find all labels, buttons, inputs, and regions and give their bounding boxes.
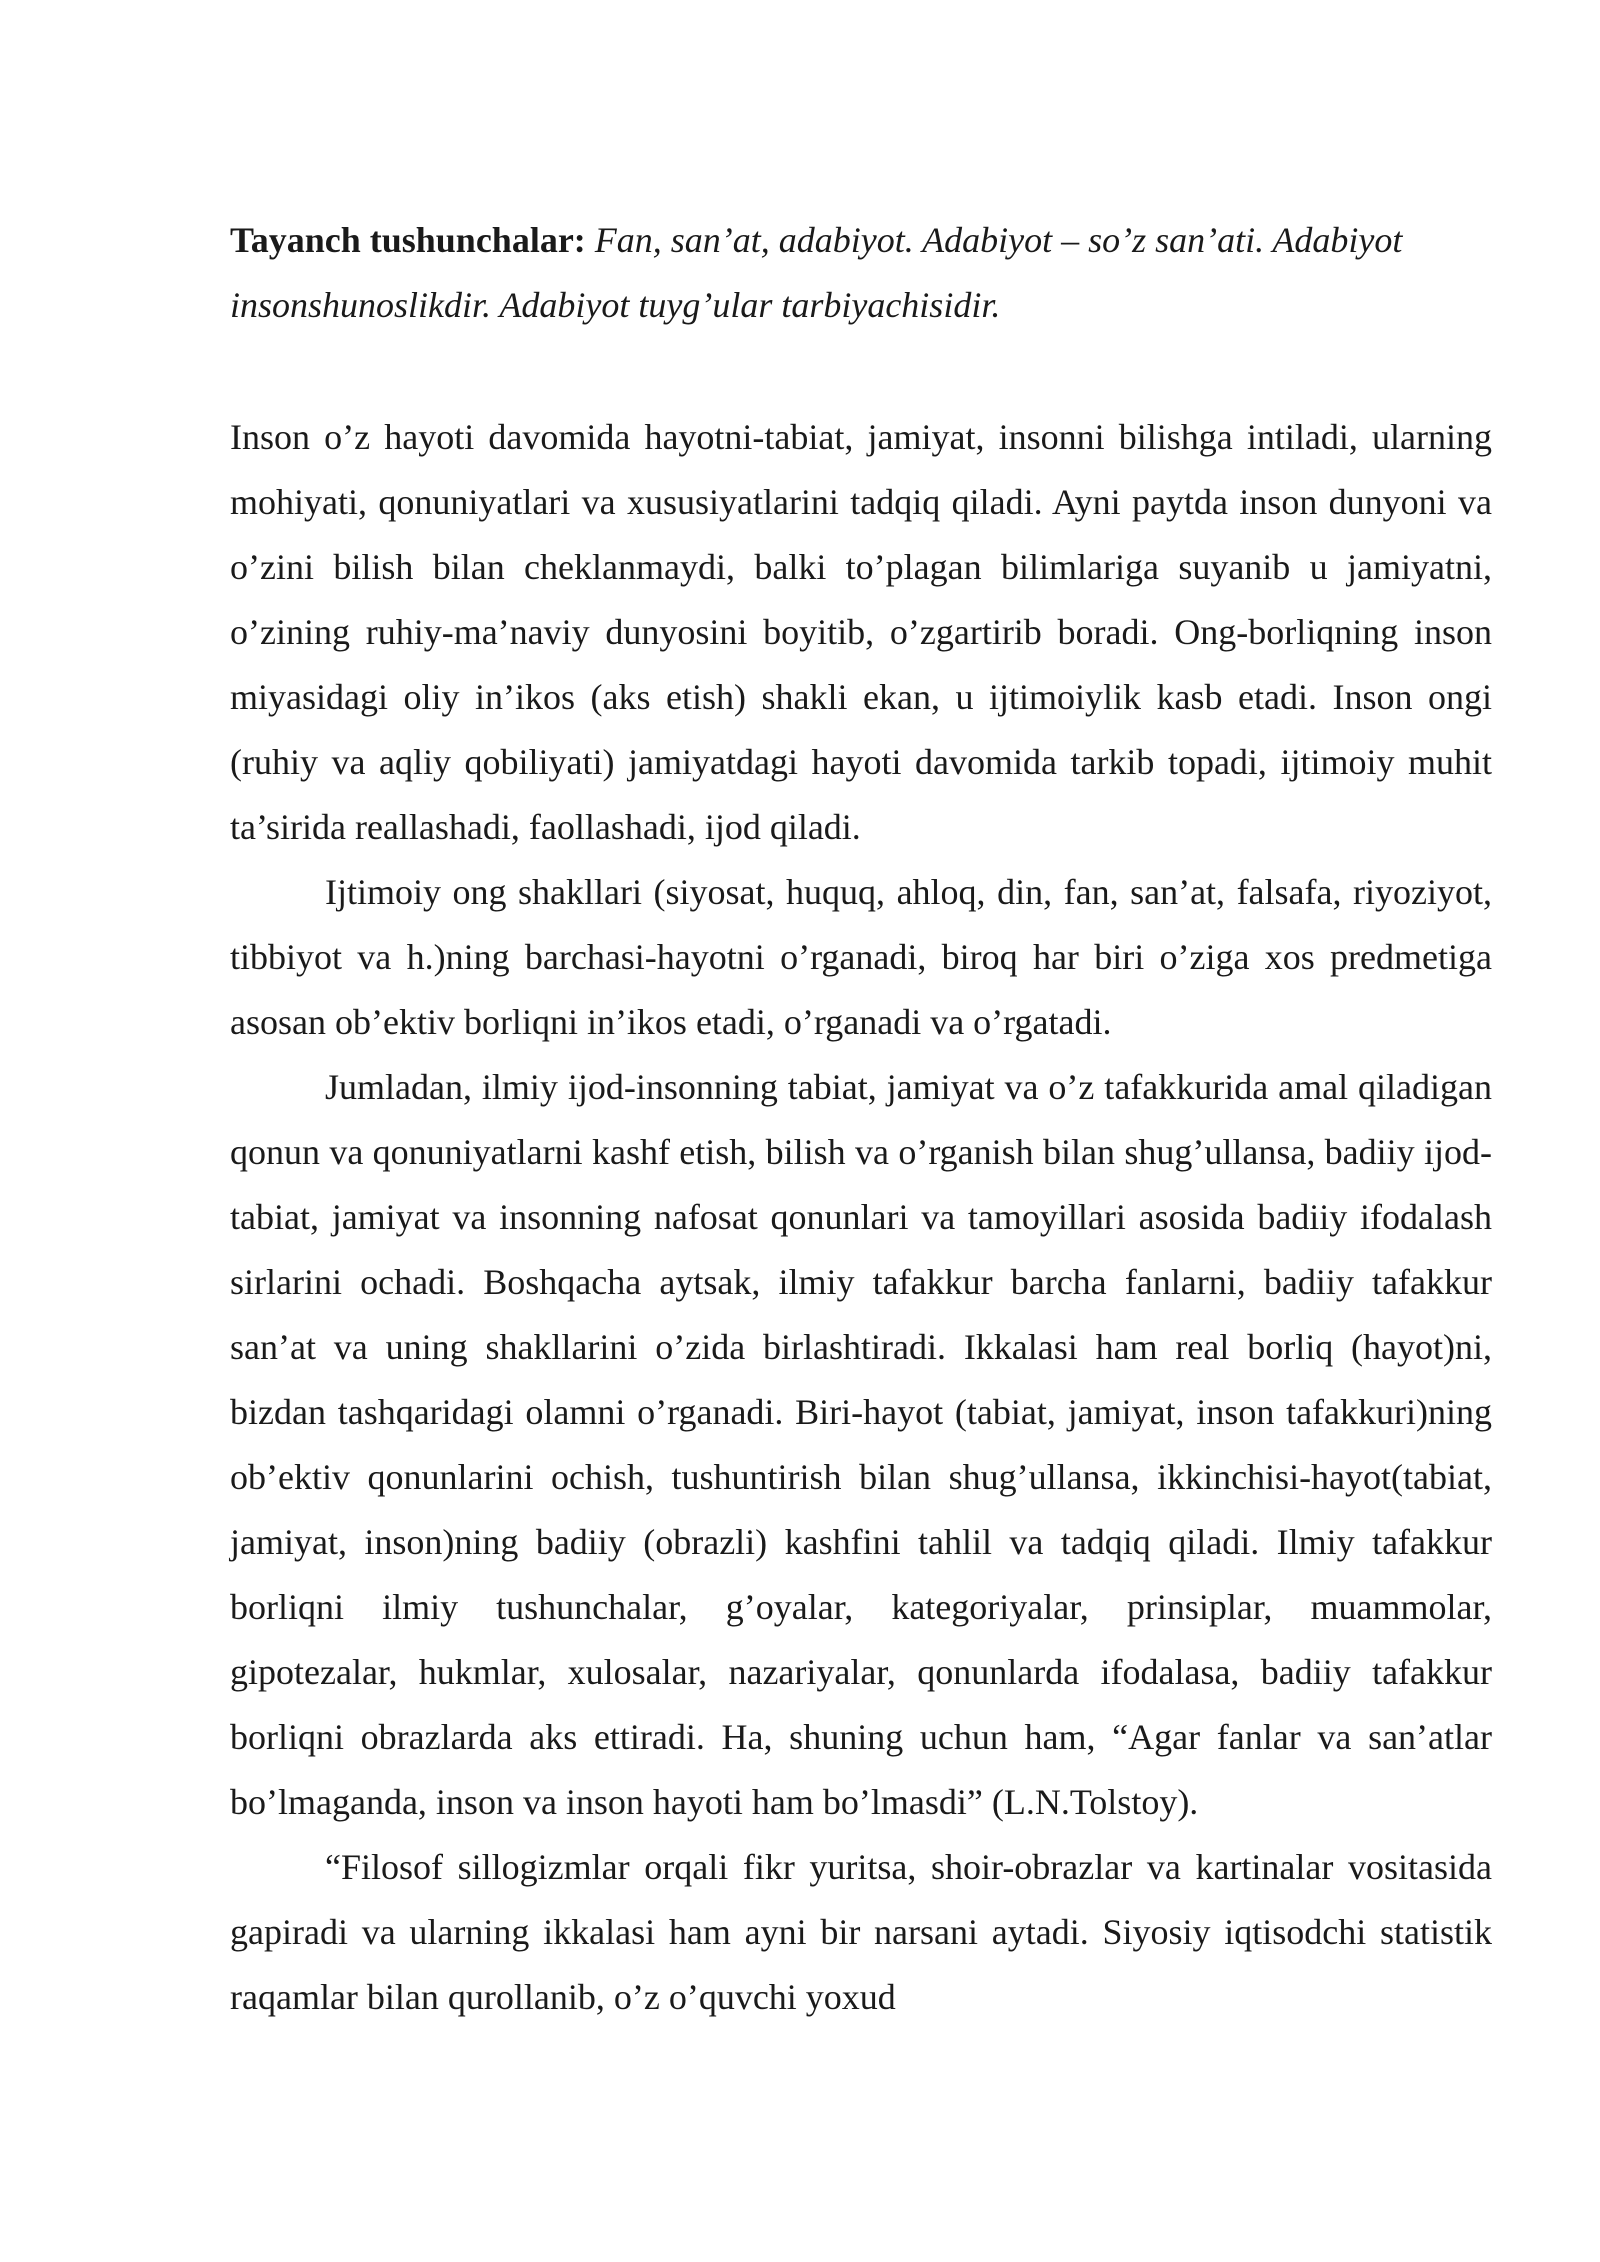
key-concepts (230, 208, 1492, 338)
paragraph-4: “Filosof sillogizmlar orqali fikr yuritsa, shoir-obrazlar va kartinalar vositasida gapiradi va ularning ikkalasi ham ayni bir narsani aytadi. Siyosiy iqtisodchi statistik raqamlar bilan qurollanib, o’z o’quvchi yoxud (230, 1847, 1492, 2017)
paragraph-2: Ijtimoiy ong shakllari (siyosat, huquq, ahloq, din, fan, san’at, falsafa, riyoziyot, tibbiyot va h.)ning barchasi-hayotni o’rganadi, biroq har biri o’ziga xos predmetiga asosan ob’ektiv borliqni in’ikos etadi, o’rganadi va o’rgatadi. (230, 872, 1492, 1042)
paragraph-1: Inson o’z hayoti davomida hayotni-tabiat, jamiyat, insonni bilishga intiladi, ularning mohiyati, qonuniyatlari va xususiyatlarini tadqiq qiladi. Ayni paytda inson dunyoni va o’zini bilish bilan cheklanmaydi, balki to’plagan bilimlariga suyanib u jamiyatni, o’zining ruhiy-ma’naviy dunyosini boyitib, o’zgartirib boradi. Ong-borliqning inson miyasidagi oliy in’ikos (aks etish) shakli ekan, u ijtimoiylik kasb etadi. Inson ongi (ruhiy va aqliy qobiliyati) jamiyatdagi hayoti davomida tarkib topadi, ijtimoiy muhit ta’sirida reallashadi, faollashadi, ijod qiladi. (230, 417, 1492, 847)
key-concepts-terms: Fan, san’at, adabiyot. Adabiyot – so’z san’ati. Adabiyot insonshunoslikdir. Adabiyot tuyg’ular tarbiyachisidir. (230, 220, 1403, 325)
body-text (230, 405, 1492, 2030)
key-concepts-label: Tayanch tushunchalar: (230, 220, 586, 260)
paragraph-3: Jumladan, ilmiy ijod-insonning tabiat, jamiyat va o’z tafakkurida amal qiladigan qonun va qonuniyatlarni kashf etish, bilish va o’rganish bilan shug’ullansa, badiiy ijod-tabiat, jamiyat va insonning nafosat qonunlari va tamoyillari asosida badiiy ifodalash sirlarini ochadi. Boshqacha aytsak, ilmiy tafakkur barcha fanlarni, badiiy tafakkur san’at va uning shakllarini o’zida birlashtiradi. Ikkalasi ham real borliq (hayot)ni, bizdan tashqaridagi olamni o’rganadi. Biri-hayot (tabiat, jamiyat, inson tafakkuri)ning ob’ektiv qonunlarini ochish, tushuntirish bilan shug’ullansa, ikkinchisi-hayot(tabiat, jamiyat, inson)ning badiiy (obrazli) kashfini tahlil va tadqiq qiladi. Ilmiy tafakkur borliqni ilmiy tushunchalar, g’oyalar, kategoriyalar, prinsiplar, muammolar, gipotezalar, hukmlar, xulosalar, nazariyalar, qonunlarda ifodalasa, badiiy tafakkur borliqni obrazlarda aks ettiradi. Ha, shuning uchun ham, “Agar fanlar va san’atlar bo’lmaganda, inson va inson hayoti ham bo’lmasdi” (L.N.Tolstoy). (230, 1067, 1492, 1822)
